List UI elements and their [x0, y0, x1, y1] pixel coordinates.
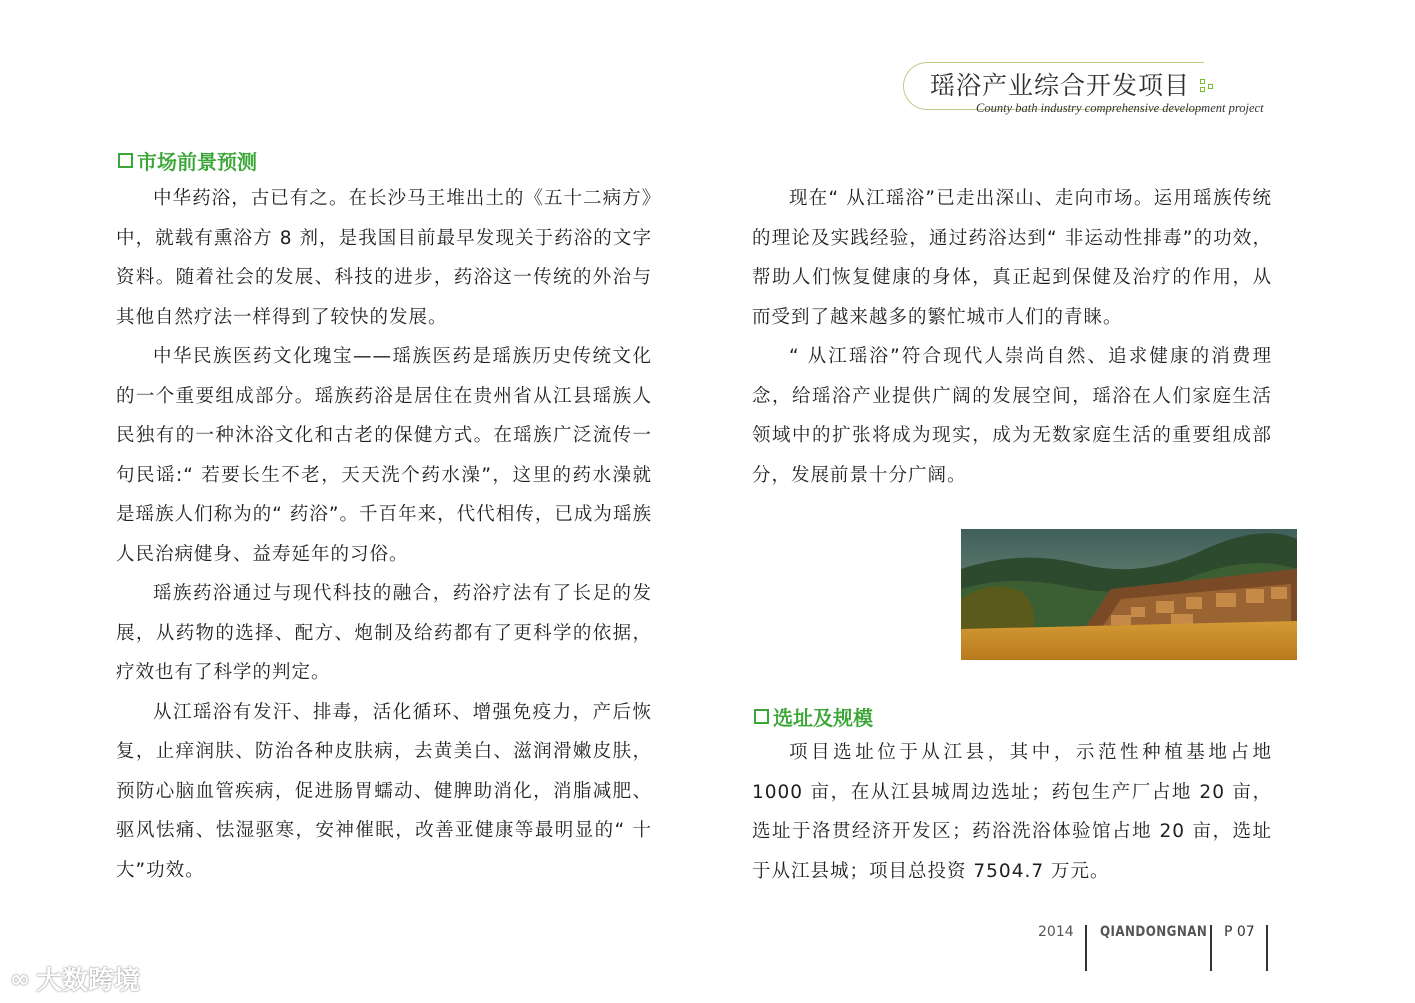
paragraph: 项目选址位于从江县，其中，示范性种植基地占地 1000 亩，在从江县城周边选址；药包生产厂占地 20 亩，选址于洛贯经济开发区；药浴洗浴体验馆占地 20 亩，选址于从江县城；项目总投资 7504.7 万元。 [752, 742, 1272, 882]
paragraph: 中华药浴，古已有之。在长沙马王堆出土的《五十二病方》中，就载有熏浴方 8 剂，是我国目前最早发现关于药浴的文字资料。随着社会的发展、科技的进步，药浴这一传统的外治与其他自然疗法一样得到了较快的发展。 [116, 188, 652, 328]
footer-divider [1266, 925, 1268, 971]
village-photo [961, 529, 1297, 660]
header-subtitle: County bath industry comprehensive development project [976, 101, 1264, 115]
paragraph: 中华民族医药文化瑰宝——瑶族医药是瑶族历史传统文化的一个重要组成部分。瑶族药浴是居住在贵州省从江县瑶族人民独有的一种沐浴文化和古老的保健方式。在瑶族广泛流传一句民谣:“ 若要长生不老，天天洗个药水澡”，这里的药水澡就是瑶族人们称为的“ 药浴”。千百年来，代代相传，已成为瑶族人民治病健身、益寿延年的习俗。 [116, 346, 652, 565]
section-heading-text: 选址及规模 [773, 706, 873, 730]
footer-brand: QIANDONGNAN [1100, 924, 1208, 940]
footer-divider [1210, 925, 1212, 971]
paragraph: 瑶族药浴通过与现代科技的融合，药浴疗法有了长足的发展，从药物的选择、配方、炮制及给药都有了更科学的依据，疗效也有了科学的判定。 [116, 583, 652, 683]
site-text [752, 733, 1272, 891]
section-heading-site [754, 702, 873, 731]
square-bullet-icon [754, 709, 769, 724]
paragraph: “ 从江瑶浴”符合现代人崇尚自然、追求健康的消费理念，给瑶浴产业提供广阔的发展空间，瑶浴在人们家庭生活领域中的扩张将成为现实，成为无数家庭生活的重要组成部分，发展前景十分广阔。 [752, 346, 1272, 486]
squares-icon [1200, 79, 1222, 95]
paragraph: 现在“ 从江瑶浴”已走出深山、走向市场。运用瑶族传统的理论及实践经验，通过药浴达到“ 非运动性排毒”的功效，帮助人们恢复健康的身体，真正起到保健及治疗的作用，从而受到了越来越多的繁忙城市人们的青睐。 [752, 188, 1272, 328]
right-column-text [752, 179, 1272, 495]
paragraph: 从江瑶浴有发汗、排毒，活化循环、增强免疫力，产后恢复，止痒润肤、防治各种皮肤病，去黄美白、滋润滑嫩皮肤，预防心脑血管疾病，促进肠胃蠕动、健脾助消化，消脂减肥、驱风怯痛、怯湿驱寒，安神催眠，改善亚健康等最明显的“ 十大”功效。 [116, 701, 652, 881]
header-title: 瑶浴产业综合开发项目 [930, 71, 1191, 100]
watermark-logo-icon: ∞ [10, 964, 30, 993]
square-bullet-icon [118, 153, 133, 168]
section-heading-market [118, 146, 257, 175]
left-column-text [116, 179, 652, 890]
footer-year: 2014 [1038, 924, 1074, 940]
watermark [10, 960, 140, 997]
section-heading-text: 市场前景预测 [137, 150, 257, 174]
page-number: P 07 [1224, 924, 1255, 940]
footer-divider [1085, 925, 1087, 971]
watermark-text: 大数跨境 [36, 966, 141, 996]
